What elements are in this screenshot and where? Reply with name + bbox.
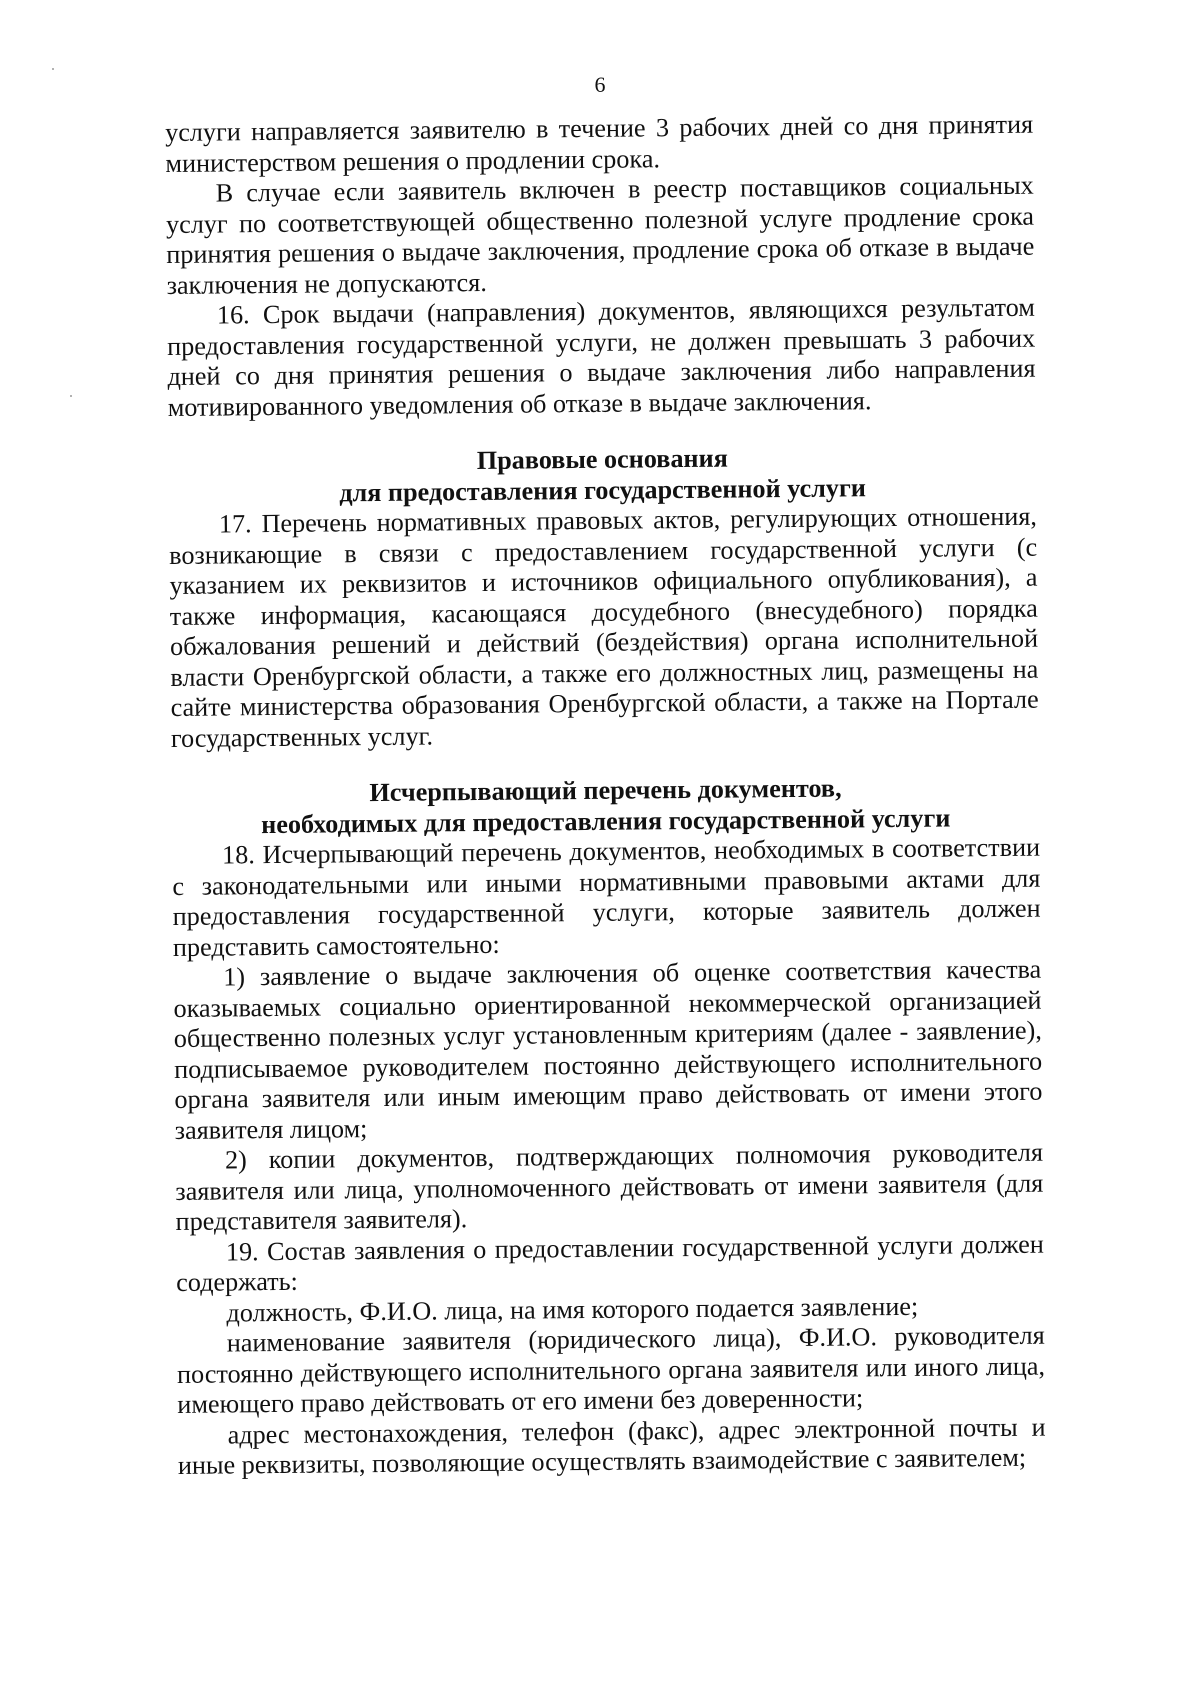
section-heading-line: для предоставления государственной услуги <box>339 472 867 507</box>
list-item-position: должность, Ф.И.О. лица, на имя которого подается заявление; <box>226 1291 919 1327</box>
document-body <box>165 110 1046 1482</box>
scan-speck <box>70 395 72 397</box>
page-number: 6 <box>594 72 606 97</box>
section-heading-line: Исчерпывающий перечень документов, <box>369 773 842 808</box>
section-heading-legal-basis <box>168 441 1037 510</box>
list-item-1: 1) заявление о выдаче заключения об оценке соответствия качества оказываемых социально ориентированной некоммерческой организацией общественно полезных услуг установленным критериям (далее - заявление), подписываемое руководителем постоянно действующего исполнительного органа заявителя или иным имеющим право действовать от имени этого заявителя лицом; <box>173 954 1043 1145</box>
list-item-applicant-name: наименование заявителя (юридического лица), Ф.И.О. руководителя постоянно действующего исполнительного органа заявителя или иного лица, имеющего право действовать от его имени без доверенности; <box>176 1320 1046 1419</box>
paragraph-registry-case: В случае если заявитель включен в реестр поставщиков социальных услуг по соответствующей общественно полезной услуге продление срока принятия решения о выдаче заключения, продление срока об отказе в выдаче заключения не допускаются. <box>165 170 1035 300</box>
section-heading-line: необходимых для предоставления государственной услуги <box>261 802 951 839</box>
paragraph-18: 18. Исчерпывающий перечень документов, необходимых в соответствии с законодательными или иными нормативными правовыми актами для предоставления государственной услуги, которые заявитель должен представить самостоятельно: <box>172 832 1041 962</box>
paragraph-16: 16. Срок выдачи (направления) документов, являющихся результатом предоставления государственной услуги, не должен превышать 3 рабочих дней со дня принятия решения о выдаче заключения либо направления мотивированного уведомления об отказе в выдаче заключения. <box>167 292 1036 422</box>
paragraph-continuation: услуги направляется заявителю в течение 3 рабочих дней со дня принятия министерством решения о продлении срока. <box>165 109 1034 178</box>
paragraph-17: 17. Перечень нормативных правовых актов, регулирующих отношения, возникающие в связи с предоставлением государственной услуги (с указанием их реквизитов и источников официального опубликования), а также информация, касающаяся досудебного (внесудебного) порядка обжалования решений и действий (бездействия) органа исполнительной власти Оренбургской области, а также его должностных лиц, размещены на сайте министерства образования Оренбургской области, а также на Портале государственных услуг. <box>169 501 1039 753</box>
paragraph-19: 19. Состав заявления о предоставлении государственной услуги должен содержать: <box>176 1229 1044 1297</box>
section-heading-documents <box>171 772 1040 841</box>
list-item-2: 2) копии документов, подтверждающих полномочия руководителя заявителя или лица, уполномоченного действовать от имени заявителя (для представителя заявителя). <box>175 1137 1044 1236</box>
section-heading-line: Правовые основания <box>476 443 728 476</box>
scan-speck <box>52 68 54 70</box>
list-item-address: адрес местонахождения, телефон (факс), адрес электронной почты и иные реквизиты, позволяющие осуществлять взаимодействие с заявителем; <box>177 1412 1046 1480</box>
